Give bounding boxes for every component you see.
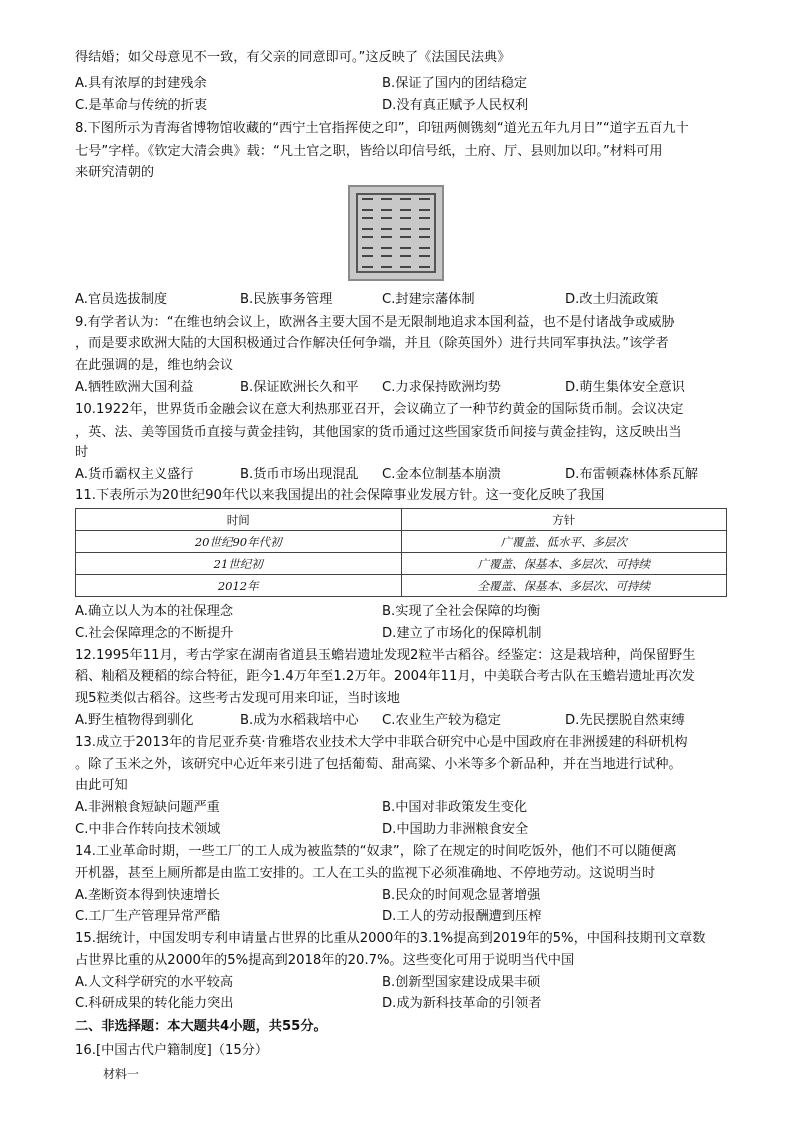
q10-stem-line-1: 10.1922年，世界货币金融会议在意大利热那亚召开，会议确立了一种节约黄金的国际货币制。会议决定 (75, 402, 684, 417)
q13-option-c[interactable]: C.中非合作转向技术领域 (75, 822, 221, 837)
table-header-row (76, 509, 727, 531)
q15-option-a[interactable]: A.人文科学研究的水平较高 (75, 975, 234, 990)
table-cell: 广覆盖、保基本、多层次、可持续 (401, 553, 727, 575)
q13-option-d[interactable]: D.中国助力非洲粮食安全 (382, 822, 529, 837)
q11-option-c[interactable]: C.社会保障理念的不断提升 (75, 626, 234, 641)
q11-option-a[interactable]: A.确立以人为本的社保理念 (75, 604, 234, 619)
q10-stem-line-3: 时 (75, 445, 89, 460)
q9-stem-line-2: ，而是要求欧洲大陆的大国积极通过合作解决任何争端，并且（除英国外）进行共同军事执法。”该学者 (75, 336, 669, 351)
q14-option-b[interactable]: B.民众的时间观念显著增强 (382, 888, 541, 903)
q13-stem-line-3: 由此可知 (75, 778, 128, 793)
table-row (76, 553, 727, 575)
q10-option-b[interactable]: B.货币市场出现混乱 (240, 467, 359, 482)
q10-option-a[interactable]: A.货币霸权主义盛行 (75, 467, 194, 482)
q12-stem-line-2: 稻、籼稻及粳稻的综合特征，距今1.4万年至1.2万年。2004年11月，中美联合考古队在玉蟾岩遗址再次发 (75, 669, 695, 684)
policy-table (75, 508, 727, 597)
table-cell: 2012年 (76, 575, 402, 597)
q8-stem-line-1: 8.下图所示为青海省博物馆收藏的“西宁土官指挥使之印”，印钮两侧镌刻“道光五年九月日”“道字五百九十 (75, 121, 689, 136)
q10-option-d[interactable]: D.布雷顿森林体系瓦解 (565, 467, 699, 482)
q9-option-c[interactable]: C.力求保持欧洲均势 (382, 380, 501, 395)
q11-option-d[interactable]: D.建立了市场化的保障机制 (382, 626, 542, 641)
q14-stem-line-2: 开机器，甚至上厕所都是由监工安排的。工人在工头的监视下必须准确地、不停地劳动。这说明当时 (75, 866, 656, 881)
q9-option-b[interactable]: B.保证欧洲长久和平 (240, 380, 359, 395)
q8-option-b[interactable]: B.民族事务管理 (240, 292, 333, 307)
table-cell: 全覆盖、保基本、多层次、可持续 (401, 575, 727, 597)
q12-option-d[interactable]: D.先民摆脱自然束缚 (565, 713, 685, 728)
q13-stem-line-2: 。除了玉米之外，该研究中心近年来引进了包括葡萄、甜高粱、小米等多个新品种，并在当地进行试种。 (75, 757, 682, 772)
q10-option-c[interactable]: C.金本位制基本崩溃 (382, 467, 501, 482)
q7-option-b[interactable]: B.保证了国内的团结稳定 (382, 76, 528, 91)
q7-option-a[interactable]: A.具有浓厚的封建残余 (75, 76, 207, 91)
q9-option-a[interactable]: A.牺牲欧洲大国利益 (75, 380, 194, 395)
q15-stem-line-1: 15.据统计，中国发明专利申请量占世界的比重从2000年的3.1%提高到2019年的5%，中国科技期刊文章数 (75, 931, 706, 946)
q12-stem-line-1: 12.1995年11月，考古学家在湖南省道县玉蟾岩遗址发现2粒半古稻谷。经鉴定：这是栽培种，尚保留野生 (75, 648, 696, 663)
q8-option-c[interactable]: C.封建宗藩体制 (382, 292, 475, 307)
q14-option-d[interactable]: D.工人的劳动报酬遭到压榨 (382, 909, 542, 924)
q12-option-c[interactable]: C.农业生产较为稳定 (382, 713, 501, 728)
q15-option-d[interactable]: D.成为新科技革命的引领者 (382, 996, 542, 1011)
q8-stem-line-2: 七号”字样。《钦定大清会典》载：“凡土官之职，皆给以印信号纸，土府、厅、县则加以印。”材料可用 (75, 144, 663, 159)
table-header-time: 时间 (76, 509, 402, 531)
seal-image (348, 185, 444, 281)
q8-option-d[interactable]: D.改土归流政策 (565, 292, 659, 307)
q14-stem-line-1: 14.工业革命时期，一些工厂的工人成为被监禁的“奴隶”，除了在规定的时间吃饭外，他们不可以随便离 (75, 844, 677, 859)
q9-stem-line-1: 9.有学者认为：“在维也纳会议上，欧洲各主要大国不是无限制地追求本国利益，也不是付诸战争或威胁 (75, 315, 675, 330)
q12-option-b[interactable]: B.成为水稻栽培中心 (240, 713, 359, 728)
q13-option-a[interactable]: A.非洲粮食短缺问题严重 (75, 800, 220, 815)
q9-option-d[interactable]: D.萌生集体安全意识 (565, 380, 685, 395)
q7-stem-tail: 得结婚；如父母意见不一致，有父亲的同意即可。”这反映了《法国民法典》 (75, 50, 511, 65)
q9-stem-line-3: 在此强调的是，维也纳会议 (75, 358, 234, 373)
q15-option-b[interactable]: B.创新型国家建设成果丰硕 (382, 975, 541, 990)
q11-option-b[interactable]: B.实现了全社会保障的均衡 (382, 604, 541, 619)
q13-option-b[interactable]: B.中国对非政策发生变化 (382, 800, 528, 815)
q15-stem-line-2: 占世界比重的从2000年的5%提高到2018年的20.7%。这些变化可用于说明当代中国 (75, 953, 575, 968)
table-cell: 广覆盖、低水平、多层次 (401, 531, 727, 553)
q16-material-label: 材料一 (103, 1067, 140, 1081)
q16-title: 16.[中国古代户籍制度]（15分） (75, 1043, 269, 1058)
q13-stem-line-1: 13.成立于2013年的肯尼亚乔莫·肯雅塔农业技术大学中非联合研究中心是中国政府在非洲援建的科研机构 (75, 735, 688, 750)
q14-option-a[interactable]: A.垄断资本得到快速增长 (75, 888, 220, 903)
q10-stem-line-2: ，英、法、美等国货币直接与黄金挂钩，其他国家的货币通过这些国家货币间接与黄金挂钩，这反映出当 (75, 425, 682, 440)
q7-option-c[interactable]: C.是革命与传统的折衷 (75, 98, 208, 113)
table-row (76, 531, 727, 553)
table-row (76, 575, 727, 597)
q12-stem-line-3: 现5粒类似古稻谷。这些考古发现可用来印证，当时该地 (75, 691, 400, 706)
q15-option-c[interactable]: C.科研成果的转化能力突出 (75, 996, 234, 1011)
section-heading: 二、非选择题：本大题共4小题，共55分。 (75, 1019, 327, 1034)
q11-stem-line-1: 11.下表所示为20世纪90年代以来我国提出的社会保障事业发展方针。这一变化反映了我国 (75, 488, 605, 503)
q8-stem-line-3: 来研究清朝的 (75, 165, 155, 180)
table-cell: 20世纪90年代初 (76, 531, 402, 553)
table-cell: 21世纪初 (76, 553, 402, 575)
q7-option-d[interactable]: D.没有真正赋予人民权利 (382, 98, 529, 113)
q12-option-a[interactable]: A.野生植物得到驯化 (75, 713, 194, 728)
q8-option-a[interactable]: A.官员选拔制度 (75, 292, 168, 307)
table-header-policy: 方针 (401, 509, 727, 531)
q14-option-c[interactable]: C.工厂生产管理异常严酷 (75, 909, 221, 924)
